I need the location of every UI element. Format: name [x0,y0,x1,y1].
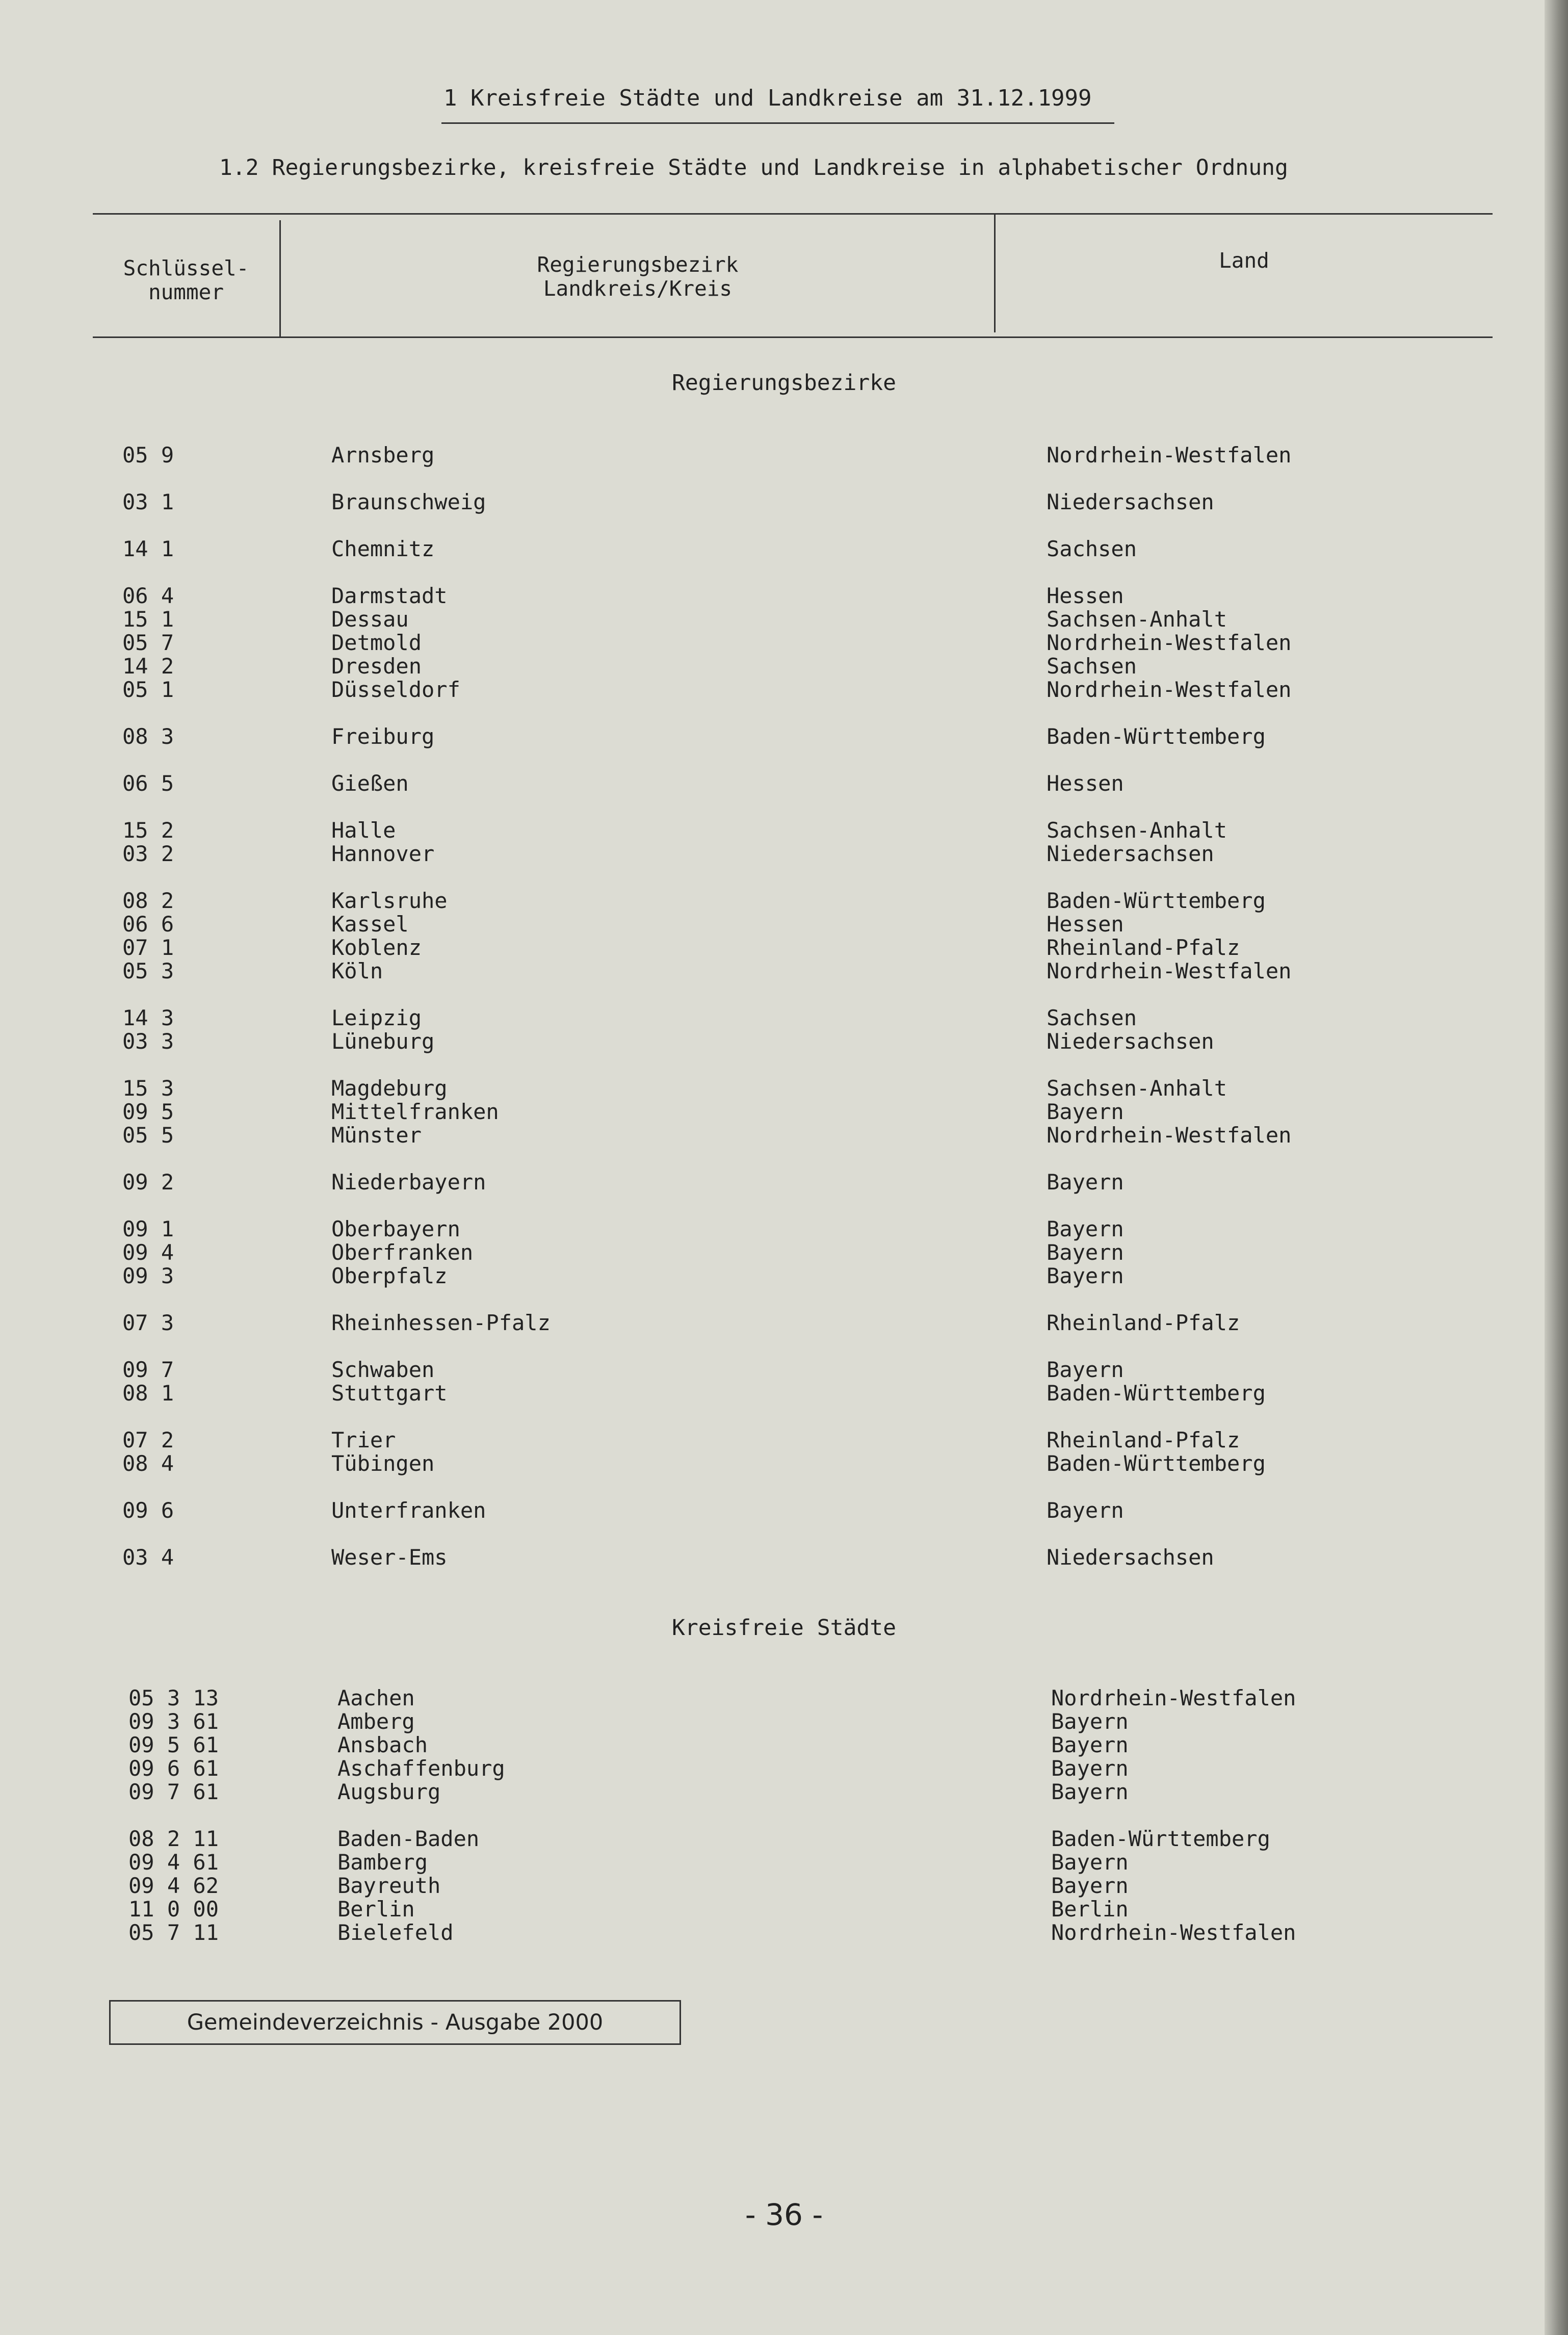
row-land: Bayern [1047,1357,1124,1382]
table-row [0,1429,1568,1452]
row-key: 05 5 [122,1123,174,1148]
row-name: Freiburg [331,724,435,749]
row-land: Nordrhein-Westfalen [1047,630,1292,655]
row-key: 09 3 [122,1263,174,1288]
row-name: Tübingen [331,1451,435,1476]
title-underline [441,122,1114,124]
row-land: Niedersachsen [1047,841,1214,866]
row-land: Baden-Württemberg [1047,724,1266,749]
row-land: Niedersachsen [1047,1029,1214,1054]
row-key: 09 4 [122,1240,174,1265]
row-key: 09 6 [122,1498,174,1523]
row-key: 06 5 [122,771,174,796]
table-row [0,1382,1568,1405]
row-land: Sachsen-Anhalt [1047,607,1227,632]
row-land: Hessen [1047,912,1124,937]
table-row [0,889,1568,913]
row-land: Sachsen-Anhalt [1047,818,1227,843]
column-header-district-line2: Landkreis/Kreis [543,276,733,301]
row-key: 14 3 [122,1005,174,1030]
row-name: Baden-Baden [337,1826,480,1851]
row-land: Rheinland-Pfalz [1047,1310,1240,1335]
row-land: Bayern [1051,1850,1129,1875]
row-key: 15 2 [122,818,174,843]
table-row [0,444,1568,467]
table-row [0,1217,1568,1241]
table-row [0,842,1568,866]
table-row [0,913,1568,936]
row-key: 05 3 [122,958,174,983]
row-name: Arnsberg [331,443,435,468]
row-key: 05 1 [122,677,174,702]
row-land: Bayern [1047,1240,1124,1265]
row-land: Rheinland-Pfalz [1047,1428,1240,1452]
row-land: Niedersachsen [1047,1545,1214,1570]
publication-label-box: Gemeindeverzeichnis - Ausgabe 2000 [109,2000,681,2045]
table-row [0,1757,1568,1780]
column-header-land [996,249,1493,273]
row-land: Nordrhein-Westfalen [1051,1685,1296,1710]
row-land: Bayern [1051,1873,1129,1898]
table-row [0,631,1568,655]
row-key: 09 3 61 [128,1709,219,1734]
row-land: Bayern [1047,1498,1124,1523]
row-land: Sachsen-Anhalt [1047,1076,1227,1101]
table-row [0,1241,1568,1264]
table-row [0,819,1568,842]
column-header-district [281,253,995,301]
page-number: - 36 - [745,2197,823,2232]
row-key: 08 2 11 [128,1826,219,1851]
book-spine-shadow [1545,0,1568,2335]
table-row [0,1358,1568,1382]
row-name: Trier [331,1428,396,1452]
row-name: Niederbayern [331,1170,486,1195]
row-name: Karlsruhe [331,888,448,913]
row-key: 03 2 [122,841,174,866]
row-name: Chemnitz [331,536,435,561]
row-land: Hessen [1047,771,1124,796]
row-name: Koblenz [331,935,422,960]
table-row [0,959,1568,983]
row-name: Braunschweig [331,489,486,514]
row-land: Rheinland-Pfalz [1047,935,1240,960]
table-header-bottom-rule [93,336,1493,338]
row-land: Baden-Württemberg [1047,1451,1266,1476]
page-title: 1 Kreisfreie Städte und Landkreise am 31.12.1999 [443,85,1092,111]
row-key: 08 2 [122,888,174,913]
row-land: Bayern [1047,1216,1124,1241]
row-name: Bamberg [337,1850,428,1875]
table-row [0,1264,1568,1288]
column-header-key-line2: nummer [148,280,224,304]
row-land: Bayern [1051,1709,1129,1734]
table-row [0,1687,1568,1710]
table-row [0,936,1568,959]
row-name: Bayreuth [337,1873,441,1898]
table-row [0,490,1568,514]
row-land: Nordrhein-Westfalen [1047,1123,1292,1148]
row-name: Ansbach [337,1732,428,1757]
row-name: Berlin [337,1897,415,1922]
row-name: Oberpfalz [331,1263,448,1288]
row-key: 07 3 [122,1310,174,1335]
table-row [0,584,1568,608]
row-key: 15 1 [122,607,174,632]
row-name: Aschaffenburg [337,1756,505,1781]
table-row [0,725,1568,748]
row-key: 08 1 [122,1381,174,1406]
row-key: 08 4 [122,1451,174,1476]
table-row [0,1898,1568,1921]
column-header-district-line1: Regierungsbezirk [537,252,739,277]
table-row [0,1030,1568,1053]
row-land: Nordrhein-Westfalen [1047,443,1292,468]
row-name: Düsseldorf [331,677,460,702]
row-name: Stuttgart [331,1381,448,1406]
row-name: Lüneburg [331,1029,435,1054]
row-land: Sachsen [1047,536,1137,561]
row-key: 05 9 [122,443,174,468]
row-name: Leipzig [331,1005,422,1030]
row-land: Nordrhein-Westfalen [1047,958,1292,983]
row-name: Detmold [331,630,422,655]
section-subtitle: 1.2 Regierungsbezirke, kreisfreie Städte und Landkreise in alphabetischer Ordnung [219,155,1288,180]
table-row [0,678,1568,702]
table-row [0,608,1568,631]
row-land: Nordrhein-Westfalen [1047,677,1292,702]
section-heading-regierungsbezirke: Regierungsbezirke [671,370,897,396]
row-key: 09 1 [122,1216,174,1241]
row-key: 05 7 [122,630,174,655]
column-header-land-label: Land [1219,248,1269,273]
row-land: Bayern [1051,1779,1129,1804]
row-key: 14 2 [122,654,174,679]
row-land: Berlin [1051,1897,1129,1922]
table-row [0,1499,1568,1522]
row-key: 07 1 [122,935,174,960]
row-land: Bayern [1051,1756,1129,1781]
row-land: Niedersachsen [1047,489,1214,514]
row-name: Gießen [331,771,409,796]
section-heading-kreisfreie-staedte: Kreisfreie Städte [671,1615,897,1641]
table-row [0,537,1568,561]
row-name: Mittelfranken [331,1099,499,1124]
row-name: Hannover [331,841,435,866]
row-key: 08 3 [122,724,174,749]
row-name: Köln [331,958,383,983]
table-row [0,1311,1568,1335]
row-name: Rheinhessen-Pfalz [331,1310,551,1335]
row-name: Kassel [331,912,409,937]
row-land: Bayern [1047,1099,1124,1124]
row-land: Sachsen [1047,1005,1137,1030]
row-key: 07 2 [122,1428,174,1452]
row-key: 06 6 [122,912,174,937]
column-header-key [93,256,279,304]
row-name: Darmstadt [331,583,448,608]
row-land: Sachsen [1047,654,1137,679]
row-key: 09 6 61 [128,1756,219,1781]
row-key: 05 3 13 [128,1685,219,1710]
row-key: 14 1 [122,536,174,561]
row-key: 09 7 [122,1357,174,1382]
row-name: Oberbayern [331,1216,460,1241]
row-key: 09 2 [122,1170,174,1195]
row-name: Bielefeld [337,1920,454,1945]
table-row [0,1171,1568,1194]
row-key: 11 0 00 [128,1897,219,1922]
row-key: 06 4 [122,583,174,608]
row-name: Dresden [331,654,422,679]
row-name: Schwaben [331,1357,435,1382]
row-key: 15 3 [122,1076,174,1101]
row-land: Baden-Württemberg [1051,1826,1270,1851]
row-land: Bayern [1047,1170,1124,1195]
row-key: 03 4 [122,1545,174,1570]
table-row [0,1124,1568,1147]
row-name: Augsburg [337,1779,441,1804]
table-row [0,1006,1568,1030]
table-row [0,1827,1568,1851]
row-key: 03 1 [122,489,174,514]
column-header-key-line1: Schlüssel- [123,256,249,280]
table-row [0,655,1568,678]
row-name: Dessau [331,607,409,632]
table-row [0,1780,1568,1804]
row-key: 09 7 61 [128,1779,219,1804]
row-name: Amberg [337,1709,415,1734]
row-land: Nordrhein-Westfalen [1051,1920,1296,1945]
row-land: Bayern [1051,1732,1129,1757]
row-key: 09 5 [122,1099,174,1124]
table-row [0,1710,1568,1733]
row-key: 09 4 61 [128,1850,219,1875]
table-row [0,1546,1568,1569]
row-land: Hessen [1047,583,1124,608]
row-name: Aachen [337,1685,415,1710]
table-row [0,1077,1568,1100]
table-row [0,1452,1568,1475]
table-row [0,1921,1568,1944]
row-name: Oberfranken [331,1240,474,1265]
table-row [0,1733,1568,1757]
row-key: 05 7 11 [128,1920,219,1945]
row-name: Unterfranken [331,1498,486,1523]
row-land: Baden-Württemberg [1047,1381,1266,1406]
table-header-top-rule [93,213,1493,215]
row-name: Weser-Ems [331,1545,448,1570]
table-row [0,1851,1568,1874]
row-land: Bayern [1047,1263,1124,1288]
row-name: Münster [331,1123,422,1148]
row-key: 03 3 [122,1029,174,1054]
row-key: 09 4 62 [128,1873,219,1898]
table-row [0,1874,1568,1898]
table-row [0,772,1568,795]
row-land: Baden-Württemberg [1047,888,1266,913]
row-name: Magdeburg [331,1076,448,1101]
row-key: 09 5 61 [128,1732,219,1757]
table-row [0,1100,1568,1124]
row-name: Halle [331,818,396,843]
